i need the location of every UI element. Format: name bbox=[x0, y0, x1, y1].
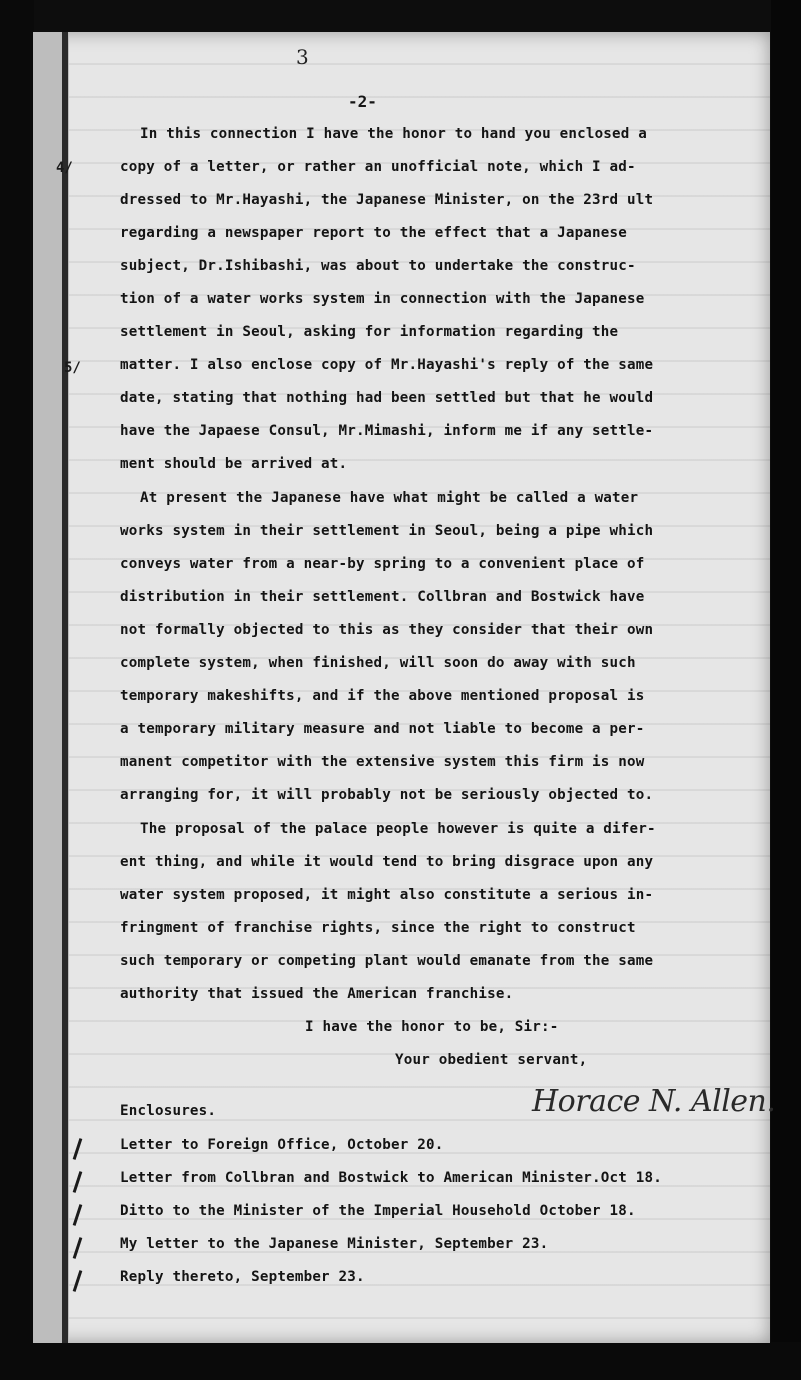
paragraph-1-line: tion of a water works system in connection with the Japanese bbox=[120, 291, 645, 307]
film-border-right bbox=[771, 0, 801, 1380]
paragraph-2-line: manent competitor with the extensive system this firm is now bbox=[120, 754, 645, 770]
paragraph-2-line: complete system, when finished, will soon do away with such bbox=[120, 655, 636, 671]
paragraph-1-line: subject, Dr.Ishibashi, was about to undertake the construc- bbox=[120, 258, 636, 274]
paragraph-3-line: water system proposed, it might also constitute a serious in- bbox=[120, 887, 654, 903]
paragraph-3-line: fringment of franchise rights, since the right to construct bbox=[120, 920, 636, 936]
paragraph-1-line: regarding a newspaper report to the effect that a Japanese bbox=[120, 225, 628, 241]
paragraph-3-line: authority that issued the American franchise. bbox=[120, 986, 514, 1002]
closing-servant: Your obedient servant, bbox=[395, 1052, 588, 1068]
enclosure-item: My letter to the Japanese Minister, September 23. bbox=[120, 1236, 549, 1252]
paragraph-1-line: have the Japaese Consul, Mr.Mimashi, inform me if any settle- bbox=[120, 423, 654, 439]
paragraph-2-line: not formally objected to this as they consider that their own bbox=[120, 622, 654, 638]
folio-mark: 3 bbox=[296, 45, 309, 69]
paragraph-2-line: conveys water from a near-by spring to a convenient place of bbox=[120, 556, 645, 572]
paragraph-2-line: distribution in their settlement. Collbran and Bostwick have bbox=[120, 589, 645, 605]
paragraph-2-line: arranging for, it will probably not be seriously objected to. bbox=[120, 787, 654, 803]
page-number: -2- bbox=[348, 92, 377, 111]
film-border-bottom bbox=[0, 1342, 801, 1380]
paragraph-1-line: In this connection I have the honor to hand you enclosed a bbox=[140, 126, 648, 142]
enclosure-item: Ditto to the Minister of the Imperial Household October 18. bbox=[120, 1203, 636, 1219]
handwritten-signature: Horace N. Allen. bbox=[532, 1084, 776, 1119]
paragraph-1-line: date, stating that nothing had been settled but that he would bbox=[120, 390, 654, 406]
paragraph-2-line: a temporary military measure and not liable to become a per- bbox=[120, 721, 645, 737]
page-fold-shadow bbox=[62, 32, 68, 1343]
paragraph-3-line: The proposal of the palace people however is quite a difer- bbox=[140, 821, 656, 837]
enclosures-heading: Enclosures. bbox=[120, 1103, 217, 1119]
paragraph-1-line: settlement in Seoul, asking for information regarding the bbox=[120, 324, 619, 340]
enclosure-item: Letter to Foreign Office, October 20. bbox=[120, 1137, 444, 1153]
paragraph-2-line: works system in their settlement in Seoul, being a pipe which bbox=[120, 523, 654, 539]
marginal-note-enclosure-5: 5/ bbox=[64, 360, 81, 376]
paragraph-2-line: At present the Japanese have what might be called a water bbox=[140, 490, 639, 506]
closing-salutation: I have the honor to be, Sir:- bbox=[305, 1019, 559, 1035]
paragraph-2-line: temporary makeshifts, and if the above mentioned proposal is bbox=[120, 688, 645, 704]
enclosure-item: Letter from Collbran and Bostwick to American Minister.Oct 18. bbox=[120, 1170, 662, 1186]
paragraph-1-line: copy of a letter, or rather an unofficial note, which I ad- bbox=[120, 159, 636, 175]
paragraph-3-line: ent thing, and while it would tend to bring disgrace upon any bbox=[120, 854, 654, 870]
paragraph-3-line: such temporary or competing plant would emanate from the same bbox=[120, 953, 654, 969]
film-border-left bbox=[0, 0, 34, 1380]
paragraph-1-line: matter. I also enclose copy of Mr.Hayashi's reply of the same bbox=[120, 357, 654, 373]
paragraph-1-line: dressed to Mr.Hayashi, the Japanese Minister, on the 23rd ult bbox=[120, 192, 654, 208]
marginal-note-enclosure-4: 4/ bbox=[56, 160, 73, 176]
paragraph-1-line: ment should be arrived at. bbox=[120, 456, 348, 472]
enclosure-item: Reply thereto, September 23. bbox=[120, 1269, 365, 1285]
